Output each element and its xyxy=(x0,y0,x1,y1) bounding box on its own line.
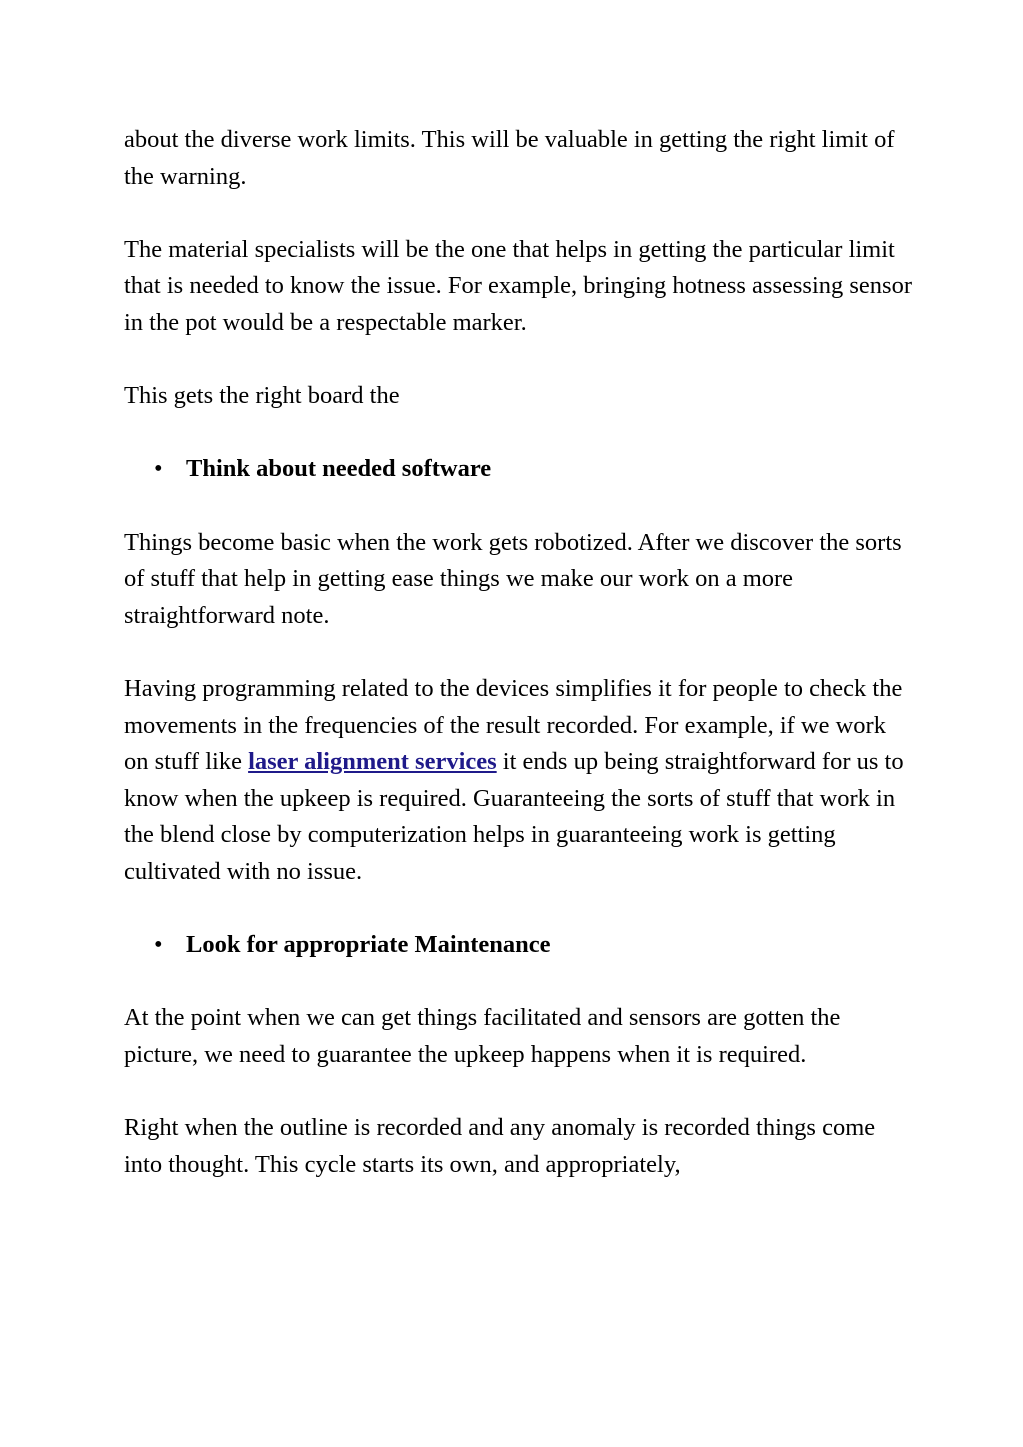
paragraph-work-limits: about the diverse work limits. This will be valuable in getting the right limit of the warning. xyxy=(124,126,895,190)
paragraph-programming-text-end: it ends up being straightforward for us to know when the upkeep is required. Guaranteeing the sorts of stuff that work in the blend close by computerization helps in guaranteeing work is getting cultivated with no issue. xyxy=(124,748,904,885)
paragraph-right-board: This gets the right board the xyxy=(124,382,400,410)
paragraph-facilitated: At the point when we can get things facilitated and sensors are gotten the picture, we need to guarantee the upkeep happens when it is required. xyxy=(124,1004,841,1068)
document-page xyxy=(124,122,914,1220)
bullet-dot-icon: • xyxy=(154,455,163,483)
laser-alignment-services-link[interactable]: laser alignment services xyxy=(248,748,497,776)
paragraph-programming-text-start: Having programming related to the devices simplifies it for people to check the movements in the frequencies of the result recorded. For example, if we work on stuff like xyxy=(124,674,903,776)
bullet-dot-icon: • xyxy=(154,931,163,959)
paragraph-programming xyxy=(124,671,914,891)
paragraph-robotized: Things become basic when the work gets robotized. After we discover the sorts of stuff that help in getting ease things we make our work on a more straightforward note. xyxy=(124,528,902,629)
bullet-needed-software xyxy=(124,451,914,488)
paragraph-outline-recorded: Right when the outline is recorded and any anomaly is recorded things come into thought. This cycle starts its own, and appropriately, xyxy=(124,1114,876,1178)
bullet-needed-software-label: Think about needed software xyxy=(186,455,492,483)
bullet-appropriate-maintenance xyxy=(124,927,914,964)
bullet-appropriate-maintenance-label: Look for appropriate Maintenance xyxy=(186,931,551,959)
paragraph-material-specialists: The material specialists will be the one that helps in getting the particular limit that is needed to know the issue. For example, bringing hotness assessing sensor in the pot would be a respectable marker. xyxy=(124,235,912,336)
